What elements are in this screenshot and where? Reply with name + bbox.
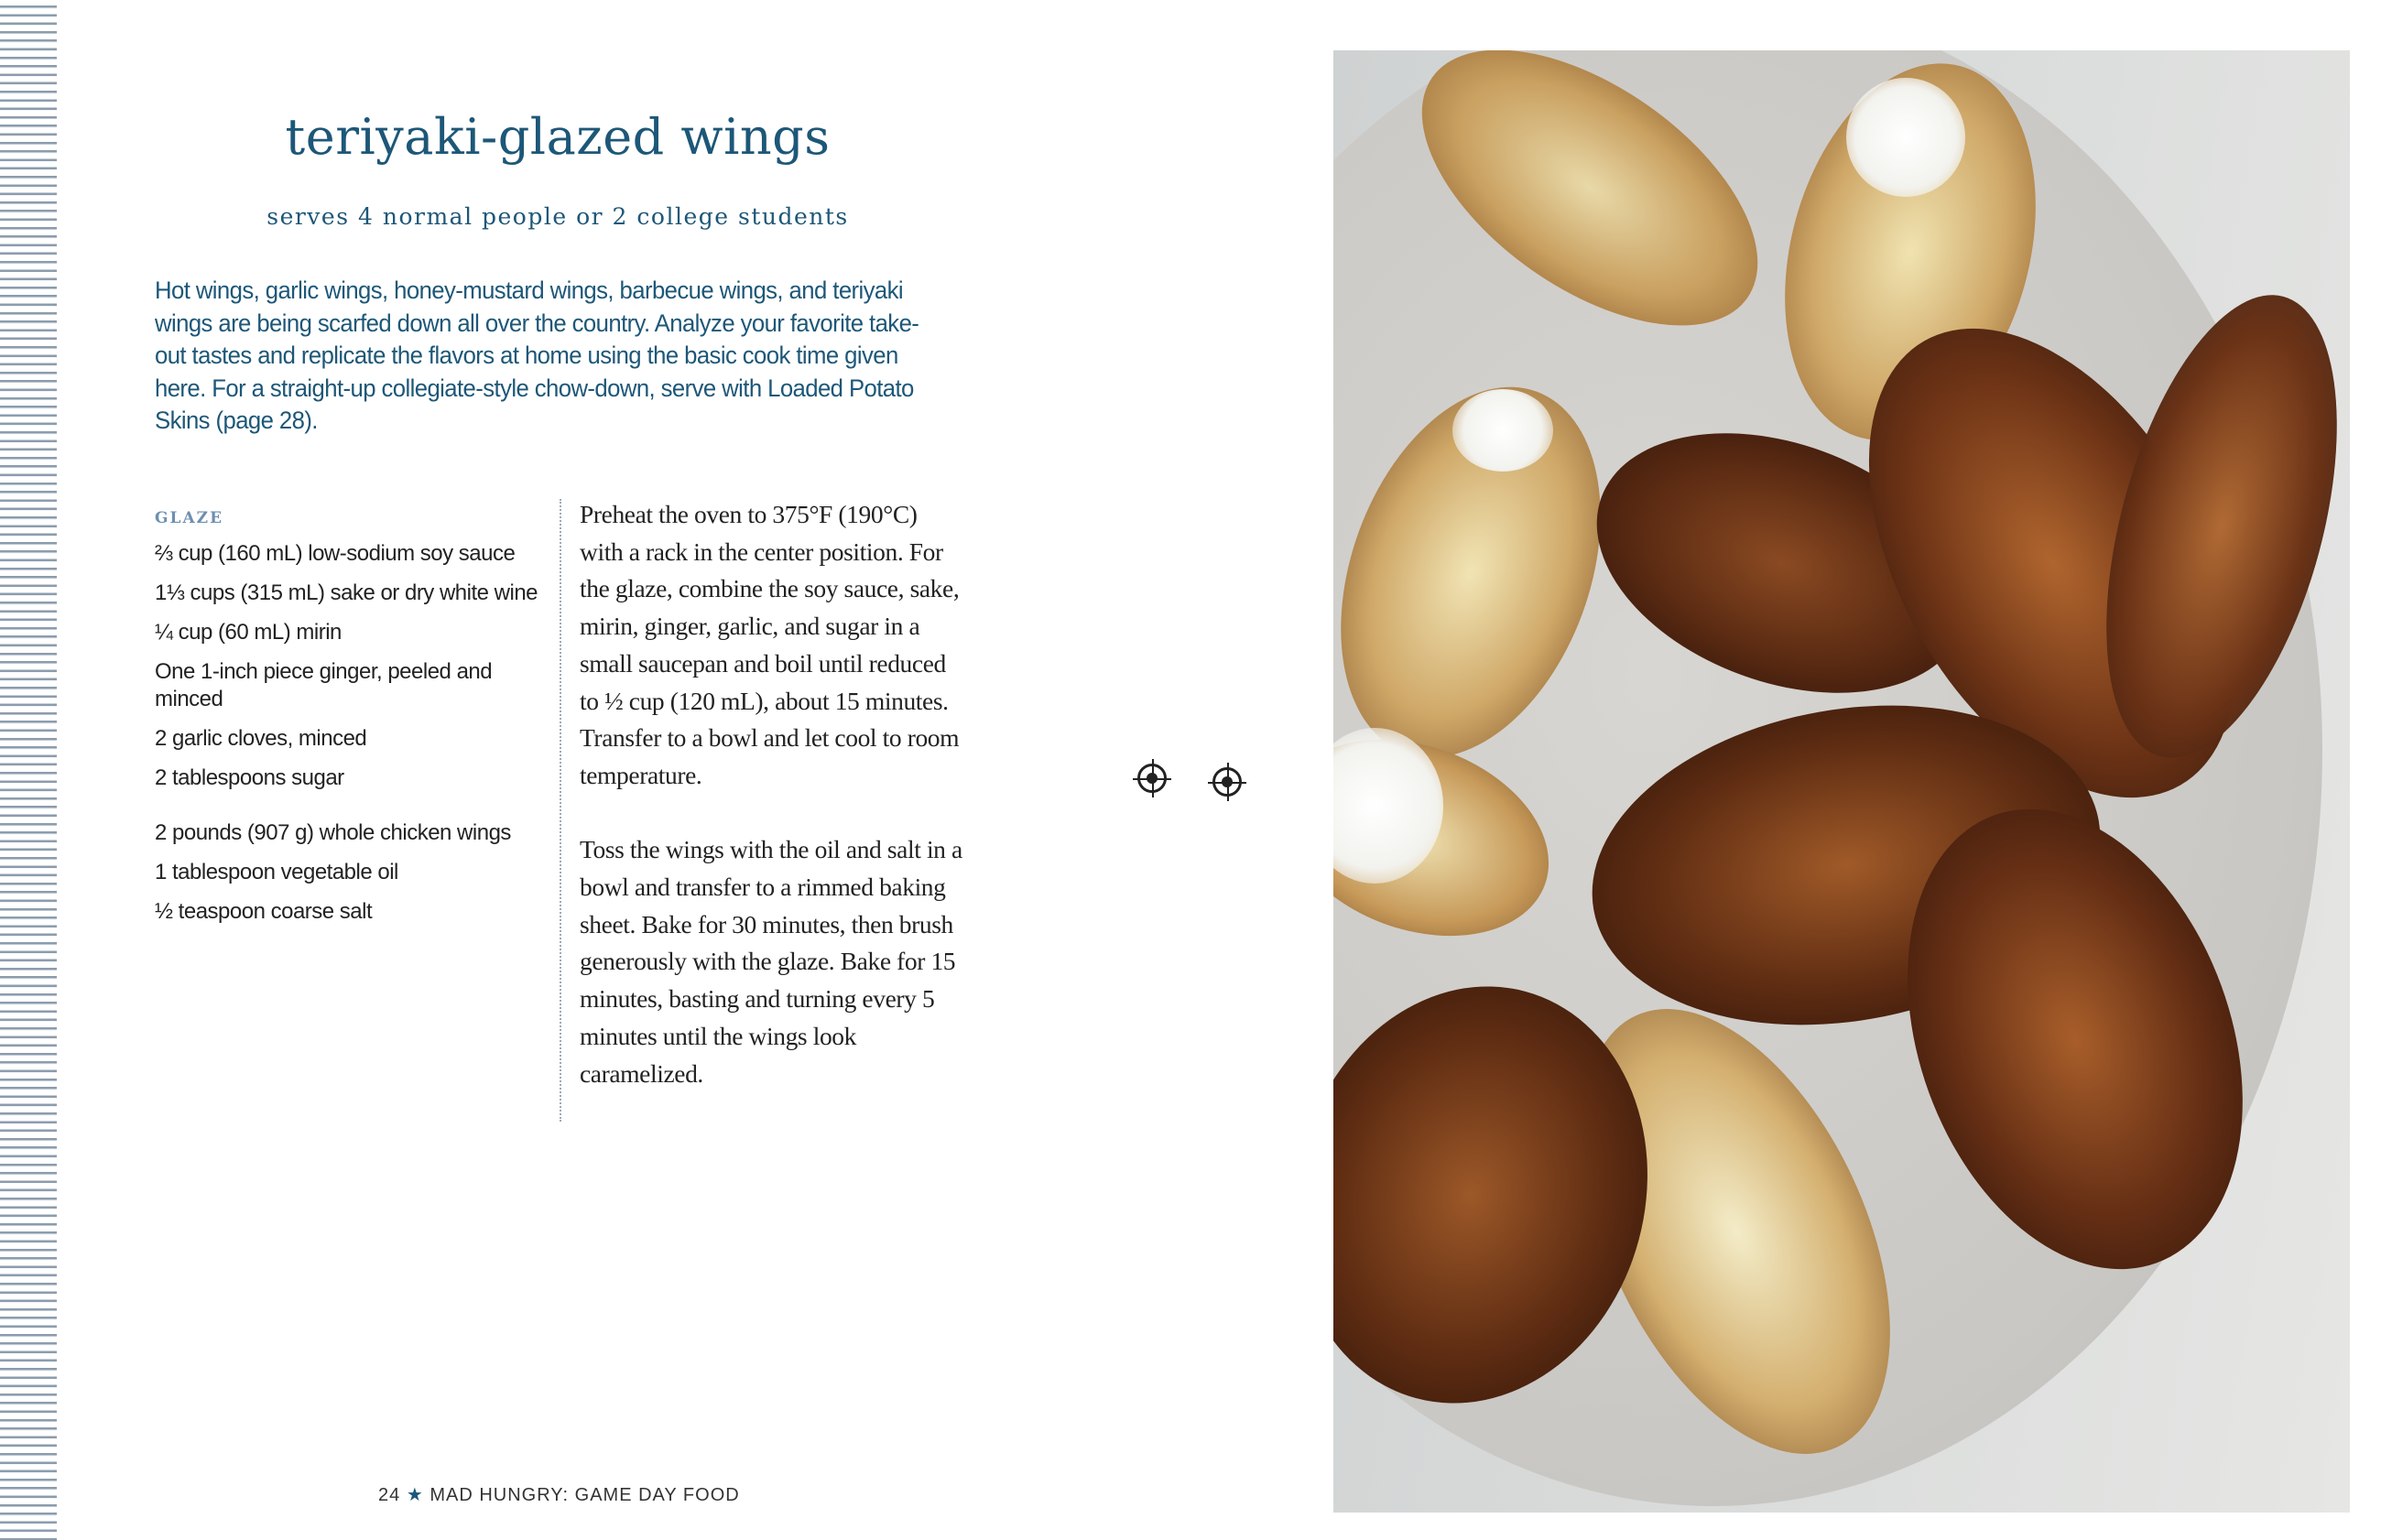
recipe-intro: Hot wings, garlic wings, honey-mustard wings, barbecue wings, and teriyaki wings are being scarfed down all over the country. Analyze your favorite take-out tastes and replicate the flavors at home using the basic cook time given here. For a straight-up collegiate-style chow-down, serve with Loaded Potato Skins (page 28). [155, 277, 919, 434]
page-number: 24 [378, 1485, 401, 1505]
method [580, 496, 964, 1130]
ingredient-item: 2 tablespoons sugar [155, 765, 344, 790]
star-icon: ★ [406, 1485, 424, 1505]
ingredient-item: ⅔ cup (160 mL) low-sodium soy sauce [155, 541, 516, 566]
recipe-servings: serves 4 normal people or 2 college students [266, 203, 849, 230]
food-photo [1333, 50, 2350, 1513]
sour-cream [1452, 389, 1553, 472]
ingredient-item: 2 garlic cloves, minced [155, 726, 367, 751]
ingredient-item: ½ teaspoon coarse salt [155, 899, 373, 924]
column-divider [560, 499, 561, 1122]
method-step: Toss the wings with the oil and salt in a bowl and transfer to a rimmed baking sheet. Bake for 30 minutes, then brush generously with the glaze. Bake for 15 minutes, basting and turning every 5 minutes until the wings look caramelized. [580, 835, 962, 1088]
book-title: MAD HUNGRY: GAME DAY FOOD [429, 1485, 740, 1505]
ingredient-item: ¼ cup (60 mL) mirin [155, 620, 342, 645]
ingredient-list [155, 540, 539, 938]
glaze-heading: GLAZE [155, 509, 224, 527]
page-edge-stripes [0, 0, 57, 1540]
method-step: Preheat the oven to 375°F (190°C) with a rack in the center position. For the glaze, combine the soy sauce, sake, mirin, ginger, garlic, and sugar in a small saucepan and boil until reduced to ½ cup (120 mL), about 15 minutes. Transfer to a bowl and let cool to room temperature. [580, 500, 960, 789]
ingredient-item: 1 tablespoon vegetable oil [155, 860, 398, 884]
ingredient-item: 2 pounds (907 g) whole chicken wings [155, 820, 511, 845]
ingredient-item: One 1-inch piece ginger, peeled and minced [155, 659, 493, 711]
registration-mark-icon [1137, 764, 1167, 793]
page-footer [378, 1483, 740, 1506]
ingredient-item: 1⅓ cups (315 mL) sake or dry white wine [155, 580, 538, 605]
sour-cream [1846, 78, 1965, 197]
registration-mark-icon [1212, 767, 1242, 797]
recipe-title: teriyaki-glazed wings [285, 108, 831, 166]
